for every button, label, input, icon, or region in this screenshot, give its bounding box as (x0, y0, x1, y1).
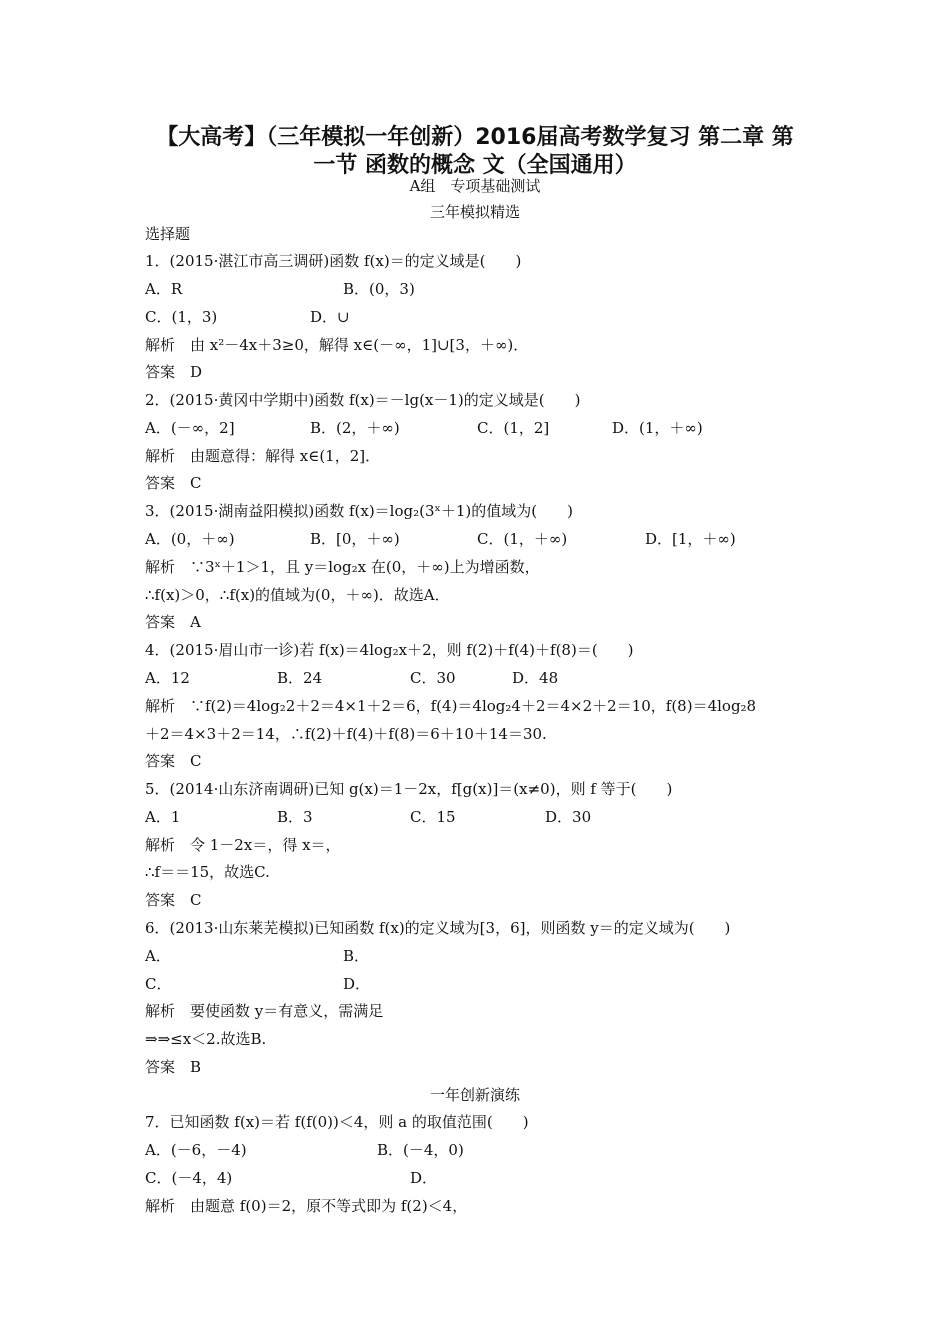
q4-stem: 4．(2015·眉山市一诊)若 f(x)＝4log₂x＋2，则 f(2)＋f(4)＋f(8)＝( ) (145, 641, 634, 659)
q1-option-a: A．R (145, 280, 183, 298)
q1-option-c: C．(1，3) (145, 308, 218, 326)
q6-option-c: C． (145, 975, 172, 993)
q5-option-c: C．15 (410, 808, 456, 826)
q6-option-a: A． (145, 947, 171, 965)
q6-stem: 6．(2013·山东莱芜模拟)已知函数 f(x)的定义域为[3，6]，则函数 y＝的定义域为( ) (145, 919, 731, 937)
q1-option-d: D．∪ (310, 308, 350, 326)
q3-answer: 答案 A (145, 613, 201, 631)
q4-option-d: D．48 (512, 669, 559, 687)
q2-stem: 2．(2015·黄冈中学期中)函数 f(x)＝－lg(x－1)的定义域是( ) (145, 391, 581, 409)
q1-option-b: B．(0，3) (343, 280, 415, 298)
q3-option-b: B．[0，＋∞) (310, 530, 400, 548)
document-title-line2: 一节 函数的概念 文（全国通用） (313, 153, 637, 178)
q5-stem: 5．(2014·山东济南调研)已知 g(x)＝1－2x，f[g(x)]＝(x≠0)，则 f 等于( ) (145, 780, 673, 798)
q4-option-b: B．24 (277, 669, 323, 687)
q5-analysis-line2: ∴f＝＝15，故选C. (145, 863, 270, 881)
q7-stem: 7．已知函数 f(x)＝若 f(f(0))＜4，则 a 的取值范围( ) (145, 1113, 529, 1131)
q6-option-b: B． (343, 947, 370, 965)
q6-analysis-line2: ⇒⇒≤x＜2.故选B. (145, 1030, 267, 1048)
q5-analysis-line1: 解析 令 1－2x＝，得 x＝， (145, 836, 341, 854)
q6-answer: 答案 B (145, 1058, 202, 1076)
q2-answer: 答案 C (145, 474, 202, 492)
q7-option-d: D． (410, 1169, 438, 1187)
q5-option-b: B．3 (277, 808, 313, 826)
q5-option-a: A．1 (145, 808, 181, 826)
group-heading: A组 专项基础测试 (409, 177, 541, 195)
q1-answer: 答案 D (145, 363, 203, 381)
q2-option-d: D．(1，＋∞) (612, 419, 703, 437)
q2-analysis: 解析 由题意得：解得 x∈(1，2]． (145, 447, 381, 465)
q1-stem: 1．(2015·湛江市高三调研)函数 f(x)＝的定义域是( ) (145, 252, 522, 270)
question-type-label: 选择题 (145, 225, 191, 243)
q6-analysis-line1: 解析 要使函数 y＝有意义，需满足 (145, 1002, 384, 1020)
q2-option-b: B．(2，＋∞) (310, 419, 400, 437)
q4-option-a: A．12 (145, 669, 190, 687)
q7-option-a: A．(－6，－4) (145, 1141, 247, 1159)
section-heading-1: 三年模拟精选 (429, 203, 520, 221)
q4-answer: 答案 C (145, 752, 202, 770)
q7-option-c: C．(－4，4) (145, 1169, 233, 1187)
section-heading-2: 一年创新演练 (429, 1086, 520, 1104)
q4-analysis-line1: 解析 ∵f(2)＝4log₂2＋2＝4×1＋2＝6，f(4)＝4log₂4＋2＝4×2＋2＝10，f(8)＝4log₂8 (145, 697, 757, 715)
q3-option-d: D．[1，＋∞) (645, 530, 736, 548)
q3-analysis-line1: 解析 ∵3ˣ＋1＞1，且 y＝log₂x 在(0，＋∞)上为增函数， (145, 558, 540, 576)
q3-analysis-line2: ∴f(x)＞0，∴f(x)的值域为(0，＋∞)．故选A． (145, 586, 450, 604)
document-title-line1: 【大高考】（三年模拟一年创新）2016届高考数学复习 第二章 第 (156, 125, 794, 150)
q3-option-c: C．(1，＋∞) (477, 530, 568, 548)
q3-option-a: A．(0，＋∞) (145, 530, 235, 548)
q5-answer: 答案 C (145, 891, 202, 909)
q4-option-c: C．30 (410, 669, 456, 687)
q6-option-d: D． (343, 975, 371, 993)
q2-option-c: C．(1，2] (477, 419, 550, 437)
q7-analysis: 解析 由题意 f(0)＝2，原不等式即为 f(2)＜4， (145, 1197, 468, 1215)
q2-option-a: A．(－∞，2] (145, 419, 235, 437)
q1-analysis: 解析 由 x²－4x＋3≥0，解得 x∈(－∞，1]∪[3，＋∞)． (145, 336, 529, 354)
q3-stem: 3．(2015·湖南益阳模拟)函数 f(x)＝log₂(3ˣ＋1)的值域为( ) (145, 502, 573, 520)
q5-option-d: D．30 (545, 808, 592, 826)
q7-option-b: B．(－4，0) (377, 1141, 464, 1159)
q4-analysis-line2: ＋2＝4×3＋2＝14，∴f(2)＋f(4)＋f(8)＝6＋10＋14＝30. (145, 725, 547, 743)
